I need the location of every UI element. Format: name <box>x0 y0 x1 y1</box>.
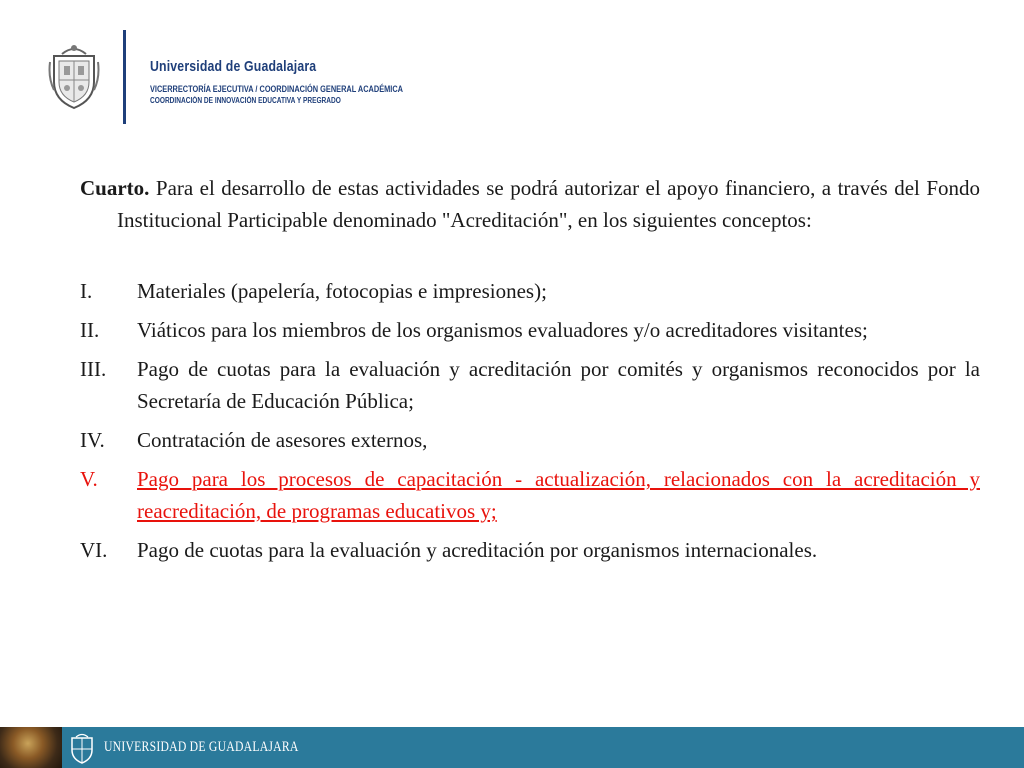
item-text: Contratación de asesores externos, <box>137 428 428 452</box>
item-text: Materiales (papelería, fotocopias e impresiones); <box>137 279 547 303</box>
list-item-highlighted <box>80 463 980 527</box>
page-footer <box>0 727 1024 768</box>
item-number: V. <box>80 467 98 491</box>
item-number: III. <box>80 357 107 381</box>
list-item <box>80 534 980 566</box>
vicerrectoria-line: VICERRECTORÍA EJECUTIVA / COORDINACIÓN GENERAL ACADÉMICA <box>150 84 403 94</box>
footer-dome-image <box>0 727 62 768</box>
item-text: Pago de cuotas para la evaluación y acreditación por comités y organismos reconocidos por la Secretaría de Educación Pública; <box>137 357 980 413</box>
intro-paragraph <box>80 172 980 236</box>
coordinacion-line: COORDINACIÓN DE INNOVACIÓN EDUCATIVA Y PREGRADO <box>150 96 341 105</box>
footer-university-name: UNIVERSIDAD DE GUADALAJARA <box>104 739 299 755</box>
university-name: Universidad de Guadalajara <box>150 58 317 75</box>
concepts-list <box>80 275 980 566</box>
document-body <box>80 172 980 573</box>
item-text: Pago para los procesos de capacitación - actualización, relacionados con la acreditación y reacreditación, de programas educativos y; <box>137 467 980 523</box>
item-number: I. <box>80 279 93 303</box>
list-item <box>80 353 980 417</box>
intro-text: Para el desarrollo de estas actividades se podrá autorizar el apoyo financiero, a través del Fondo Institucional Participable denominado "Acreditación", en los siguientes conceptos: <box>117 176 980 232</box>
item-number: IV. <box>80 428 105 452</box>
page-header <box>0 0 1024 140</box>
footer-seal-icon <box>70 732 94 764</box>
item-number: II. <box>80 318 100 342</box>
university-seal-icon <box>48 42 100 110</box>
item-text: Viáticos para los miembros de los organismos evaluadores y/o acreditadores visitantes; <box>137 318 868 342</box>
item-text: Pago de cuotas para la evaluación y acreditación por organismos internacionales. <box>137 538 818 562</box>
list-item <box>80 275 980 307</box>
header-divider <box>123 30 126 124</box>
intro-lead: Cuarto. <box>80 176 150 200</box>
item-number: VI. <box>80 538 108 562</box>
list-item <box>80 314 980 346</box>
list-item <box>80 424 980 456</box>
